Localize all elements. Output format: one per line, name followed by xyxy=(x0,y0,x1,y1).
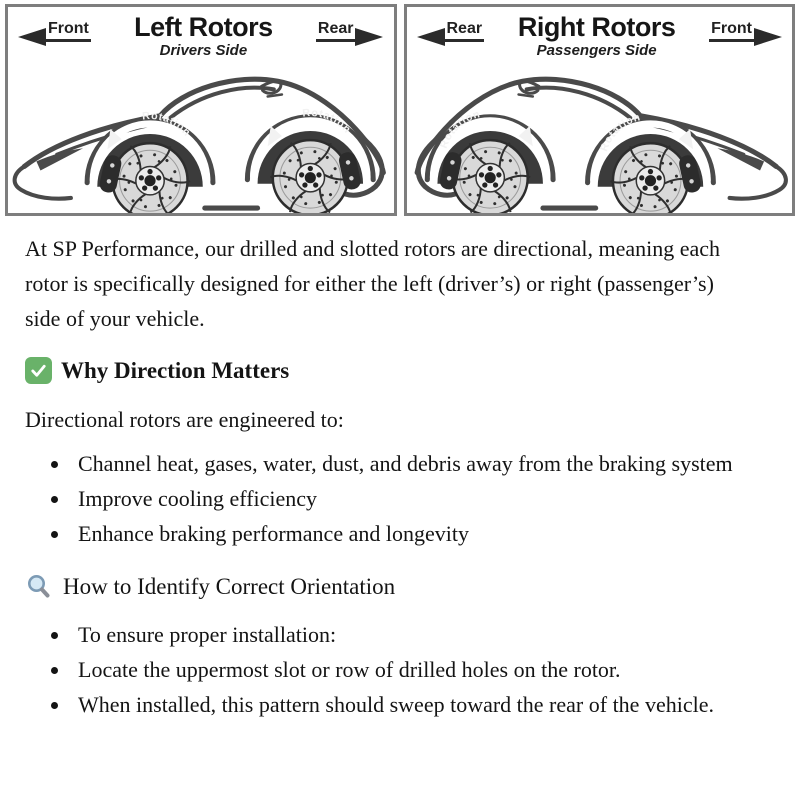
svg-text:Rotation: Rotation xyxy=(597,111,642,154)
rear-direction-indicator xyxy=(417,20,485,46)
section-heading-identify-orientation xyxy=(25,573,775,602)
section-lead: Directional rotors are engineered to: xyxy=(25,406,344,432)
left-panel-title-block xyxy=(134,14,273,58)
benefits-list xyxy=(25,446,765,551)
check-icon xyxy=(25,357,52,384)
arrow-right-icon xyxy=(355,28,383,46)
left-panel-header xyxy=(8,7,394,61)
rotor-direction-diagram xyxy=(0,0,800,216)
intro-paragraph: At SP Performance, our drilled and slotted rotors are directional, meaning each rotor is specifically designed for either the left (driver’s) or right (passenger’s) side of your vehicle. xyxy=(25,236,721,331)
orientation-steps-list xyxy=(25,617,765,722)
heading-text: How to Identify Correct Orientation xyxy=(63,574,396,600)
panel-title: Right Rotors xyxy=(517,12,676,42)
list-item: • Channel heat, gases, water, dust, and debris away from the braking system xyxy=(71,446,765,481)
list-item: • Improve cooling efficiency xyxy=(71,481,765,516)
panel-title: Left Rotors xyxy=(134,12,273,42)
magnifier-icon xyxy=(25,573,54,602)
direction-label: Front xyxy=(709,20,754,42)
list-item: • When installed, this pattern should sweep toward the rear of the vehicle. xyxy=(71,687,765,722)
direction-label: Rear xyxy=(316,20,356,42)
article-content xyxy=(0,231,800,722)
right-panel-title-block xyxy=(518,14,675,58)
section-heading-why-direction-matters xyxy=(25,357,775,385)
list-item: • Enhance braking performance and longevity xyxy=(71,516,765,551)
svg-text:Rotation: Rotation xyxy=(301,106,354,136)
left-rotors-panel xyxy=(5,4,397,216)
direction-label: Rear xyxy=(445,20,485,42)
right-car-illustration xyxy=(407,61,793,216)
list-item: • To ensure proper installation: xyxy=(71,617,765,652)
heading-text: Why Direction Matters xyxy=(61,358,290,383)
list-item: • Locate the uppermost slot or row of drilled holes on the rotor. xyxy=(71,652,765,687)
right-panel-header xyxy=(407,7,793,61)
svg-text:Rotation: Rotation xyxy=(141,109,194,139)
arrow-left-icon xyxy=(417,28,445,46)
front-direction-indicator xyxy=(18,20,91,46)
panel-subtitle: Drivers Side xyxy=(159,41,248,59)
front-direction-indicator xyxy=(709,20,782,46)
direction-label: Front xyxy=(46,20,91,42)
arrow-right-icon xyxy=(754,28,782,46)
svg-text:Rotation: Rotation xyxy=(437,108,482,151)
rear-direction-indicator xyxy=(316,20,384,46)
panel-subtitle: Passengers Side xyxy=(536,41,657,59)
arrow-left-icon xyxy=(18,28,46,46)
right-rotors-panel xyxy=(404,4,796,216)
left-car-illustration xyxy=(8,61,394,216)
